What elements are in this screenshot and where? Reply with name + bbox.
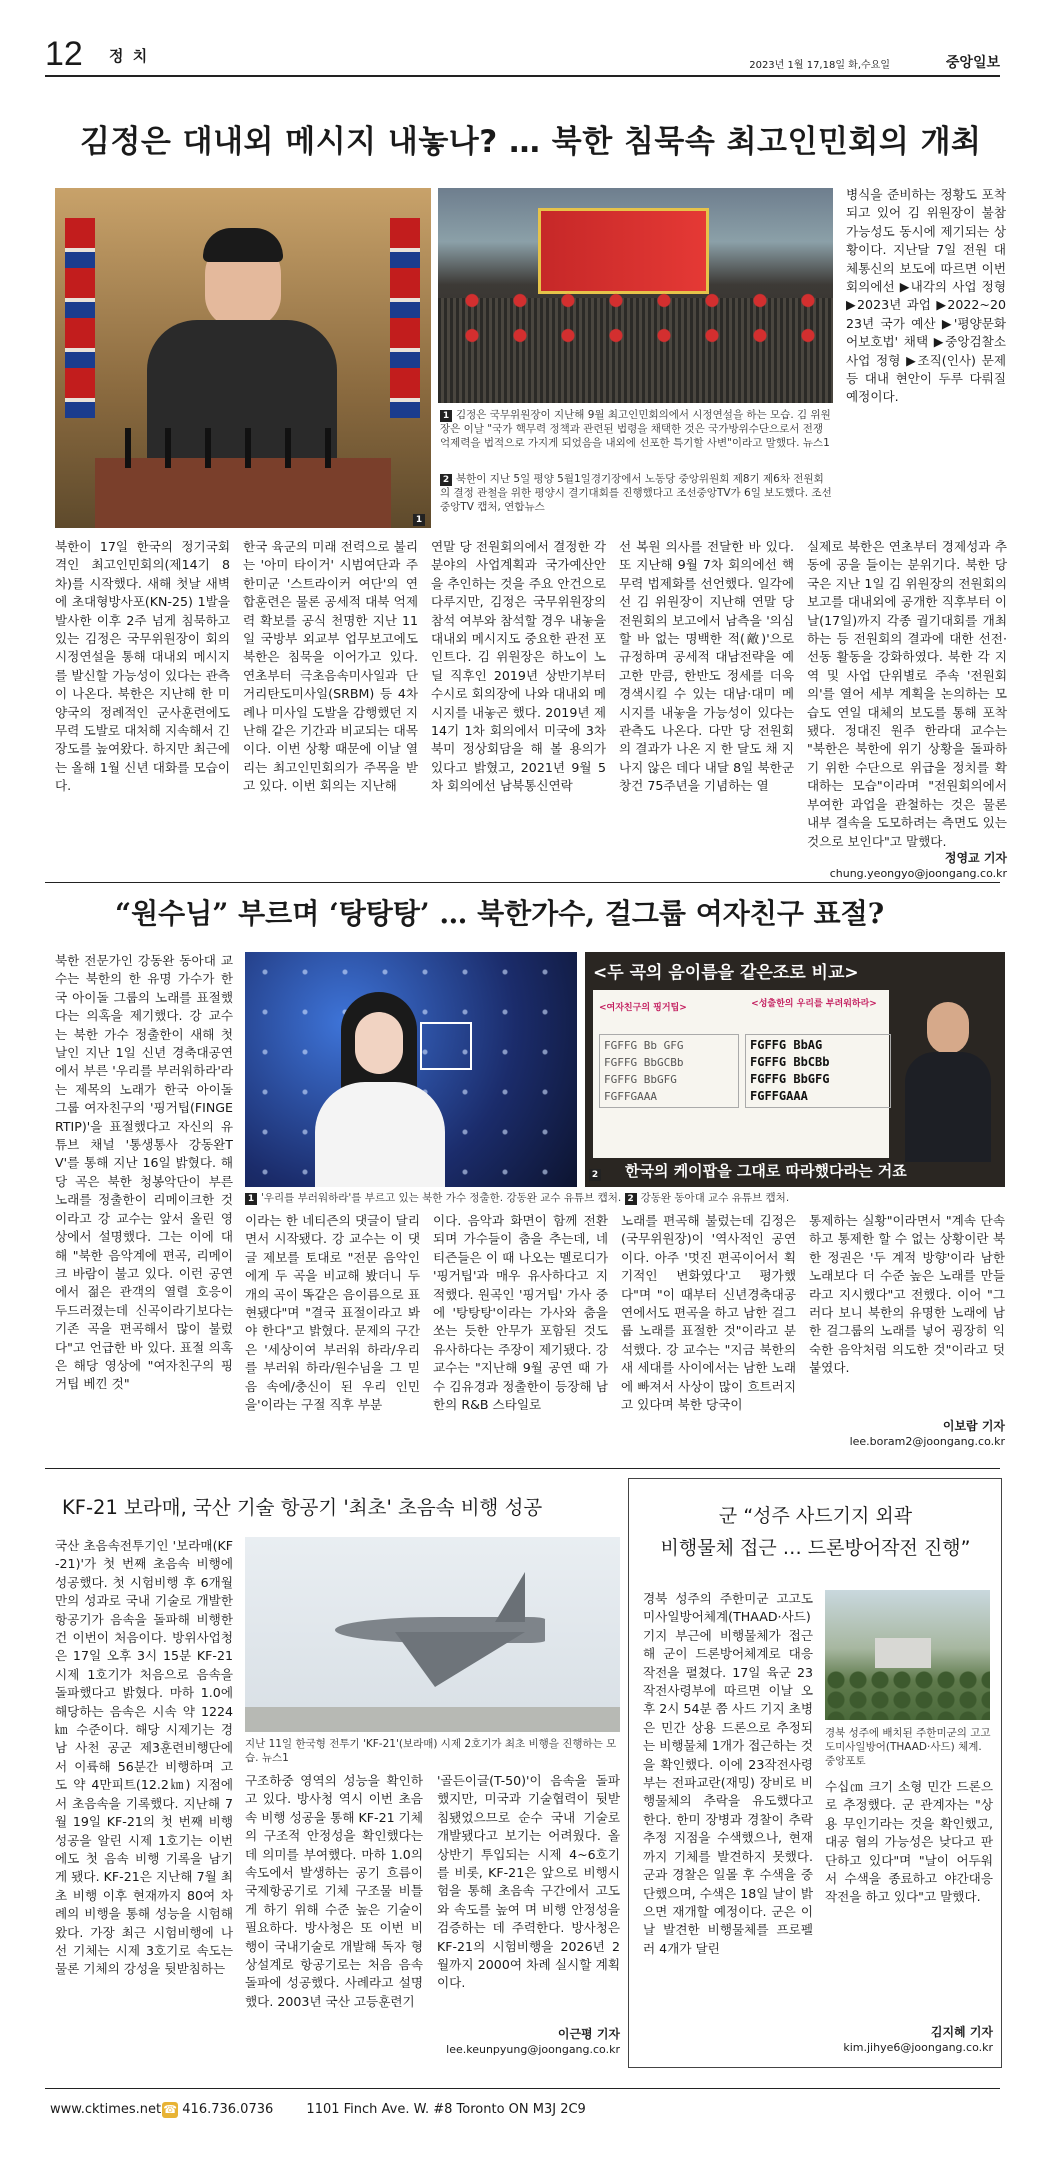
singer-coat (315, 1082, 445, 1187)
compare-title: <두 곡의 음이름을 같은조로 비교> (593, 963, 859, 983)
trees (825, 1670, 990, 1720)
article1-photo-rally (438, 188, 833, 403)
song-a-line: FGFFG BbGFG (604, 1073, 677, 1086)
song-a-label: <여자친구의 핑거팁> (599, 1003, 687, 1013)
article4-byline-email: kim.jihye6@joongang.co.kr (843, 2041, 993, 2054)
article4-photo-thaad (825, 1590, 990, 1720)
article4-headline (638, 1500, 993, 1564)
professor-figure (905, 992, 991, 1162)
article1-col1: 북한이 17일 한국의 정기국회 격인 최고인민회의(제14기 8차)를 시작했다. 새해 첫날 새벽에 초대형방사포(KN-25) 1발을 발사한 이후 2주 넘게 침묵하고 있는 김정은 국무위원장이 회의 시정연설을 통해 대내외 메시지를 발신할 가능성이 있다는 관측이 나온다. 북한은 지난해 한 미 양국의 정례적인 군사훈련에도 무력 도발로 대처해 지속해서 긴장도를 높여왔다. 하지만 최근에는 올해 1월 신년 대화를 모습이다. (55, 539, 230, 794)
article3-headline: KF-21 보라매, 국산 기술 항공기 '최초' 초음속 비행 성공 (62, 1496, 543, 1519)
singer-face (355, 1012, 403, 1074)
paper-name: 중앙일보 (945, 55, 1000, 71)
footer (50, 2098, 950, 2122)
article4-byline-name: 김지혜 기자 (930, 2025, 993, 2039)
caption-number-2: 2 (625, 1193, 637, 1205)
article3-photo-kf21 (245, 1537, 620, 1732)
professor-head (927, 1002, 969, 1054)
article1-caption-1 (440, 408, 832, 466)
article4-col1: 경북 성주의 주한미군 고고도 미사일방어체계(THAAD·사드) 기지 부근에 비행물체가 접근해 군이 드론방어체계로 대응 작전을 펼쳤다. 17일 육군 23작전사령부에 따르면 이날 오후 2시 54분 쯤 사드 기지 초병은 민간 상용 드론으로 추정되는 비행물체 1개가 접근하는 것을 확인했다. 이에 23작전사령부는 전파교란(재밍) 장비로 비행물체의 추락을 유도했다고 한다. 한미 장병과 경찰이 추락 추정 지점을 수색했으나, 현재까지 기체를 발견하지 못했다. 군과 경찰은 일몰 후 수색을 중단했으며, 수색은 18일 날이 밝으면 재개할 예정이다. 군은 이날 발견한 비행물체를 프로펠러 4개가 달린 (643, 1591, 813, 1956)
capture-number: 2 (589, 1169, 601, 1181)
article1-headline: 김정은 대내외 메시지 내놓나? … 북한 침묵속 최고인민회의 개최 (80, 124, 982, 160)
article2-col4: 노래를 편곡해 불렀는데 김정은 (국무위원장)이 '역사적인 공연이다. 아주 '멋진 편곡이어서 획기적인 변화였다'고 평가했다"며 "이 때부터 신년경축대공연에서도 편곡을 하고 남한 걸그룹 노래를 표절한 것"이라고 분석했다. 강 교수는 "지금 북한의 새 세대를 사이에서는 남한 노래에 빠져서 사상이 많이 흐트러지고 있다며 북한 당국이 (621, 1213, 796, 1413)
aircraft-tail (495, 1572, 525, 1622)
article2-byline-name: 이보람 기자 (942, 1419, 1005, 1433)
article1-caption-1-text: 김정은 국무위원장이 지난해 9월 최고인민회의에서 시정연설을 하는 모습. 김 위원장은 이날 "국가 핵무력 정책과 관련된 법령을 채택한 것은 국가방위수단으로서 전쟁 억제력을 법적으로 가지게 되었음을 내외에 선포한 특기할 사변"이라고 말했다. 뉴스1 (440, 409, 831, 449)
footer-address: 1101 Finch Ave. W. #8 Toronto ON M3J 2C9 (306, 2102, 586, 2117)
song-b-notes (745, 1034, 891, 1108)
article1-byline-name: 정영교 기자 (944, 851, 1007, 865)
article4-headline-line2: 비행물체 접근 … 드론방어작전 진행” (660, 1537, 971, 1559)
aircraft-wing (395, 1632, 525, 1687)
song-a-line: FGFFGAAA (604, 1090, 657, 1103)
article2-col3: 이다. 음악과 화면이 함께 전환되며 가수들이 춤을 추는데, 네티즌들은 이 때 나오는 멜로디가 '핑거팁'과 매우 유사하다고 지적했다. 원곡인 '핑거팁' 가사 중에 '탕탕탕'이라는 가사와 춤을 쏘는 듯한 안무가 포함된 것도 유사하다는 주장이 제기됐다. 강 교수는 "지난해 9월 공연 때 가수 김유경과 정출한이 등장해 남한의 R&B 스타일로 (433, 1213, 608, 1413)
header-rule (45, 75, 1000, 77)
article3-col2: 구조하중 영역의 성능을 확인하고 있다. 방사청 역시 이번 초음속 비행 성공을 통해 KF-21 기체의 구조적 안정성을 확인했다는 데 의미를 부여했다. 마하 1.0의 속도에서 발생하는 공기 흐름이 국제항공기로 기체 구조물 비틀게 하기 위해 수준 높은 기술이 필요하다. 방사청은 또 이번 비행이 국내기술로 개발해 독자 형상설계로 항공기로는 처음 음속 돌파에 성공했다. 사례라고 설명했다. 2003년 국산 고등훈련기 (245, 1773, 423, 2009)
article2-headline: “원수님” 부르며 ‘탕탕탕’ … 북한가수, 걸그룹 여자친구 표절? (115, 897, 885, 930)
footer-rule (45, 2088, 1000, 2089)
song-b-line: FGFFG BbCBb (750, 1055, 830, 1069)
article2-youtube-capture (585, 952, 1005, 1187)
article2-caption (245, 1191, 1005, 1207)
article3-byline-name: 이근평 기자 (557, 2027, 620, 2041)
article1-photo-speech (55, 188, 431, 528)
article2-col5: 통제하는 실황"이라면서 "계속 단속하고 통제한 할 수 없는 상황이란 북한 정권은 '두 계적 방향'이라 남한 노래보다 더 수준 높은 노래를 만들라고 지시했다"고 전했다. 이어 "그러다 보니 북한의 유명한 노래에 남한 걸그룹의 노래를 넣어 굉장히 익숙한 음악처럼 의도한 것"이라고 덧붙였다. (809, 1213, 1005, 1376)
microphones (125, 428, 361, 468)
song-a-line: FGFFG Bb GFG (604, 1039, 684, 1052)
article4-headline-line1: 군 “성주 사드기지 외곽 (718, 1505, 913, 1527)
flag-right (390, 218, 420, 418)
divider-2 (45, 1468, 1000, 1469)
phone-icon: ☎ (163, 2102, 177, 2116)
page-number: 12 (45, 35, 83, 73)
song-a-notes (599, 1034, 739, 1108)
podium (95, 458, 391, 528)
song-a-line: FGFFG BbGCBb (604, 1056, 684, 1069)
article2-byline-email: lee.boram2@joongang.co.kr (849, 1435, 1005, 1448)
photo-number-1: 1 (413, 514, 425, 526)
caption-number-2: 2 (440, 474, 452, 486)
article1-caption-2-text: 북한이 지난 5일 평양 5월1일경기장에서 노동당 중앙위원회 제8기 제6차 전원회의 결정 관철을 위한 평양시 결기대회를 진행했다고 조선중앙TV가 6일 보도했다. 조선중앙TV 캡처, 연합뉴스 (440, 473, 832, 513)
article3-col1: 국산 초음속전투기인 '보라매(KF-21)'가 첫 번째 초음속 비행에 성공했다. 첫 시험비행 후 6개월 만의 성과로 국내 기술로 개발한 항공기가 음속을 돌파해 비행한 건 이번이 처음이다. 방위사업청은 17일 오후 3시 15분 KF-21 시제 1호기가 처음으로 음속을 돌파했다고 밝혔다. 마하 1.0에 해당하는 음속은 시속 약 1224㎞ 수준이다. 해당 시제기는 경남 사천 공군 제3훈련비행단에서 이륙해 56분간 비행하며 고도 약 4만피트(12.2㎞) 지점에서 초음속을 기록했다. 지난해 7월 19일 KF-21의 첫 번째 비행 성공을 알린 시제 1호기는 이번에도 첫 음속 비행 기록을 남기게 됐다. KF-21은 지난해 7월 최초 비행 이후 현재까지 80여 차례의 비행을 통해 성능을 시험해왔다. 가장 최근 시험비행에 나선 기체는 시제 3호기로 속도는 물론 기체의 강성을 뒷받침하는 (55, 1538, 233, 1977)
article3-caption: 지난 11일 한국형 전투기 'KF-21'(보라매) 시제 2호기가 최초 비행을 진행하는 모습. 뉴스1 (245, 1738, 617, 1764)
song-b-line: FGFFGAAA (750, 1089, 808, 1103)
article1-col2: 한국 육군의 미래 전력으로 불리는 '아미 타이거' 시범여단과 주한미군 '스트라이커 여단'의 연합훈련은 물론 공세적 대북 억제력 확보를 공식 천명한 지난 11일 국방부 외교부 업무보고에도 북한은 침묵을 이어가고 있다. 연초부터 극초음속미사일과 단거리탄도미사일(SRBM) 등 4차례나 미사일 도발을 감행했던 지난해 같은 기간과 비교되는 대목이다. 이번 상황 때문에 이날 열리는 최고인민회의가 주목을 받고 있다. 이번 회의는 지난해 (243, 539, 418, 794)
caption-number-1: 1 (245, 1193, 257, 1205)
article2-photo-singer (245, 952, 577, 1187)
runway (245, 1707, 620, 1732)
footer-website[interactable]: www.cktimes.net (50, 2102, 162, 2117)
song-b-line: FGFFG BbAG (750, 1038, 823, 1052)
song-b-label: <성출한의 우리를 부려워하라> (751, 999, 877, 1009)
article2-caption-2-text: 강동완 동아대 교수 유튜브 캡처. (640, 1192, 790, 1204)
section-label: 정 치 (109, 47, 150, 65)
rally-banner (538, 208, 709, 294)
thaad-launcher (875, 1638, 931, 1668)
focus-box (420, 1022, 472, 1070)
footer-phone: 416.736.0736 (182, 2102, 274, 2117)
article2-col1: 북한 전문가인 강동완 동아대 교수는 북한의 한 유명 가수가 한국 아이돌 그룹의 노래를 표절했다는 의혹을 제기했다. 강 교수는 북한 가수 정출한이 새해 첫날인 지난 1일 신년 경축대공연에서 부른 '우리를 부러워하라'라는 제목의 노래가 한국 아이돌 그룹 여자친구의 '핑거팁(FINGERTIP)'을 표절했다고 자신의 유튜브 채널 '통생통사 강동완TV'를 통해 지난 16일 밝혔다. 해당 곡은 북한 청봉악단이 부른 노래를 정출한이 리메이크한 것이라고 강 교수는 앞서 올린 영상에서 설명했다. 그는 이에 대해 "북한 음악계에 편곡, 리메이크 바람이 불고 있다. 이런 공연에서 젊은 관객의 열렬 호응이 두드러졌는데 신곡이라기보다는 기존 곡을 편곡해서 많이 불렀다"고 언급한 바 있다. 표절 의혹은 해당 영상에 "여자친구의 핑거팁 베낀 것" (55, 953, 233, 1392)
divider-1 (45, 882, 1000, 883)
article3-byline-email: lee.keunpyung@joongang.co.kr (446, 2043, 620, 2056)
article1-caption-2 (440, 472, 832, 528)
article1-col5-bottom: 실제로 북한은 연초부터 경제성과 추동에 공을 들이는 분위기다. 북한 당국은 지난 1일 김 위원장의 전원회의 보고를 대내외에 공개한 직후부터 이날(17일)까지 각종 궐기대회를 개최하는 등 전원회의 결과에 대한 선전·선동 활동을 강화하였다. 북한 각 지역 및 사업 단위별로 주속 '전원회의'를 열어 세부 계획을 논의하는 모습도 연일 대체의 보도를 통해 포착됐다. 정대진 원주 한라대 교수는 "북한은 북한에 위기 상황을 돌파하기 위한 수단으로 위급을 정치를 확대하는 모습"이라며 "전원회의에서 부여한 과업을 관철하는 것은 물론 내부 결속을 도모하려는 측면도 있는 것으로 보인다"고 말했다. (807, 539, 1007, 848)
video-subtitle: 한국의 케이팝을 그대로 따라했다라는 거죠 (625, 1162, 907, 1180)
article2-col2: 이라는 한 네티즌의 댓글이 달리면서 시작됐다. 강 교수는 이 댓글 제보를 토대로 "전문 음악인에게 두 곡을 비교해 봤더니 두 개의 곡이 똑같은 음이름으로 표현됐다"며 "결국 표절이라고 봐야 한다"고 밝혔다. 문제의 구간은 '세상이여 부러워 하라/우리를 부러워 하라/원수님을 그 믿음 속에/충신이 된 우리 인민을'이라는 구절 직후 부분 (245, 1213, 420, 1413)
red-flags (448, 283, 828, 353)
article1-col4: 선 복원 의사를 전달한 바 있다. 또 지난해 9월 7차 회의에선 핵무력 법제화를 선언했다. 일각에선 김 위원장이 지난해 연말 당 전원회의 보고에서 남측을 '의심할 바 없는 명백한 적(敵)'으로 규정하며 공세적 대남전략을 예고한 만큼, 한반도 정세를 더욱 경색시킬 수 있는 대남·대미 메시지를 내놓을 가능성이 있다는 관측도 나온다. 다만 당 전원회의 결과가 나온 지 한 달도 채 지나지 않은 데다 내달 8일 북한군 창건 75주년을 기념하는 열 (619, 539, 794, 794)
article1-col3: 연말 당 전원회의에서 결정한 각 분야의 사업계획과 국가예산안을 추인하는 것을 주요 안건으로 다루지만, 김정은 국무위원장의 참석 여부와 참석할 경우 내놓을 대내외 메시지도 중요한 관전 포인트다. 김 위원장은 하노이 노딜 직후인 2019년 상반기부터 수시로 회의장에 나와 대내외 메시지를 내놓곤 했다. 2019년 제14기 1차 회의에서 미국에 3차 북미 정상회담을 해 볼 용의가 있다고 밝혔고, 2021년 9월 5차 회의에선 남북통신연락 (431, 539, 606, 794)
article2-caption-1-text: '우리를 부러워하라'를 부르고 있는 북한 가수 정출한. (261, 1192, 504, 1204)
flag-left (65, 218, 95, 418)
article1-col5-top: 병식을 준비하는 정황도 포착되고 있어 김 위원장이 불참 가능성도 동시에 제기되는 상황이다. 지난달 7일 전원 대체통신의 보도에 따르면 이번 회의에선 ▶내각의 사업 정형 ▶2023년 과업 ▶2022~2023년 국가 예산 ▶'평양문화어보호법' 채택 ▶중앙검찰소 사업 정형 ▶조직(인사) 문제 등 대내 현안이 두루 다뤄질 예정이다. (846, 187, 1006, 405)
issue-date: 2023년 1월 17,18일 화,수요일 (749, 60, 890, 71)
article1-byline-email: chung.yeongyo@joongang.co.kr (829, 867, 1007, 880)
speaker-hair (203, 228, 283, 262)
article2-caption-source: 강동완 교수 유튜브 캡처. (506, 1192, 622, 1204)
song-b-line: FGFFG BbGFG (750, 1072, 830, 1086)
caption-number-1: 1 (440, 410, 452, 422)
page-header (45, 34, 1000, 74)
article4-col2: 수십㎝ 크기 소형 민간 드론으로 추정했다. 군 관계자는 "상용 무인기라는 것을 확인했고, 대공 혐의 가능성은 낮다고 판단하고 있다"며 "날이 어두워서 수색을 종료하고 야간대응작전을 하고 있다"고 말했다. (825, 1779, 993, 1905)
professor-body (905, 1052, 991, 1162)
article4-caption: 경북 성주에 배치된 주한미군의 고고도미사일방어(THAAD·사드) 체계. 중앙포토 (825, 1727, 991, 1767)
article3-col3: '골든이글(T-50)'이 음속을 돌파했지만, 미국과 기술협력이 뒷받침됐었으므로 순수 국내 기술로 개발됐다고 보기는 어려웠다. 올 상반기 투입되는 시제 4~6호기를 비롯, KF-21은 앞으로 비행시험을 통해 초음속 구간에서 고도와 속도를 높여 며 비행 안정성을 검증하는 데 주력한다. 방사청은 KF-21의 시험비행을 2026년 2월까지 2000여 차례 실시할 계획이다. (437, 1773, 620, 1991)
